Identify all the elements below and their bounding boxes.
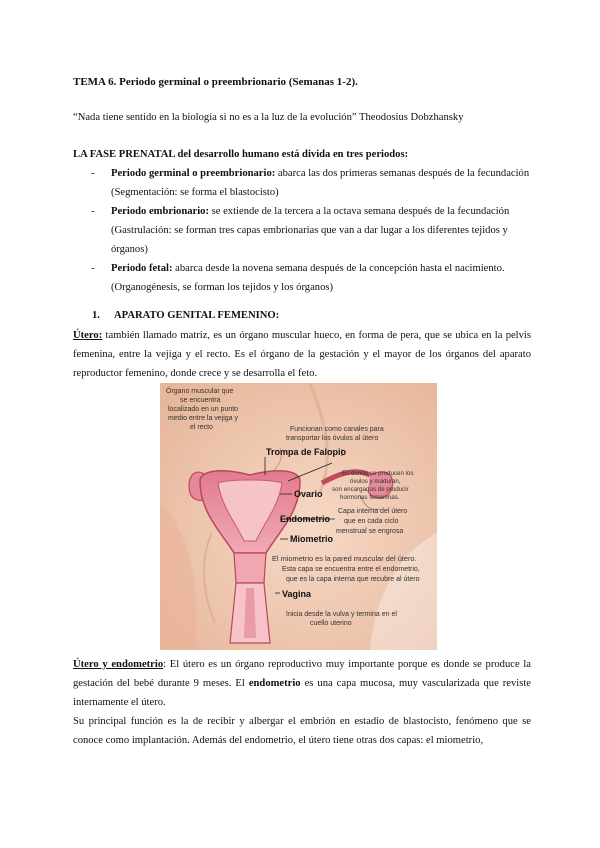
period-term: Periodo fetal:	[111, 263, 173, 274]
label-vagina-desc-1: Inicia desde la vulva y termina en el	[286, 611, 397, 618]
periods-list	[73, 164, 533, 297]
label-ovario-desc-4: hormonas femeninas.	[340, 494, 400, 501]
label-ovario-desc-3: son encargados de producir	[332, 486, 409, 493]
section-heading	[92, 306, 279, 325]
page-title: TEMA 6. Periodo germinal o preembrionario (Semanas 1-2).	[73, 76, 358, 88]
label-trompa: Trompa de Falopio	[266, 447, 347, 457]
label-vagina-desc-2: cuello uterino	[310, 620, 352, 627]
label-organo-3: localizado en un punto	[168, 406, 239, 413]
uterus-anatomy-figure	[160, 383, 437, 650]
cervix	[234, 553, 266, 583]
label-ovario-desc-2: óvulos y maduran,	[350, 478, 401, 485]
utero-text: también llamado matriz, es un órgano muscular hueco, en forma de pera, que se ubica en la pelvis femenina, entre la vejiga y el recto. Es el órgano de la gestación y el mayor de los órganos del aparato reproductor femenino, donde crece y se desarrolla el feto.	[73, 330, 531, 379]
endo-text-b: es una capa mucosa, muy vascularizada que reviste internamente el útero.	[73, 678, 531, 708]
endo-text-a: : El útero es un órgano reproductivo muy importante porque es donde se produce la gestación del bebé durante 9 meses. El	[73, 659, 531, 689]
label-organo-2: se encuentra	[180, 397, 221, 404]
endo-term: Útero y endometrio	[73, 659, 164, 670]
label-mio-desc-2: Esta capa se encuentra entre el endometrio,	[282, 566, 420, 573]
label-endometrio: Endometrio	[280, 514, 331, 524]
label-organo-4: medio entre la vejiga y	[168, 415, 239, 422]
list-item	[73, 202, 533, 259]
list-item	[73, 259, 533, 297]
period-text: se extiende de la tercera a la octava semana después de la fecundación (Gastrulación: se forman tres capas embrionarias que van a dar lugar a los diferentes tejidos y órganos)	[111, 206, 510, 255]
label-endo-desc-1: Capa interna del útero	[338, 508, 408, 515]
label-ovario: Ovario	[294, 489, 323, 499]
prenatal-heading: LA FASE PRENATAL del desarrollo humano está divida en tres periodos:	[73, 149, 409, 160]
label-mio-desc-1: El miometrio es la pared muscular del útero.	[272, 554, 417, 563]
label-mio-desc-3: que es la capa interna que recubre al útero	[286, 576, 420, 583]
period-term: Periodo germinal o preembrionario:	[111, 168, 276, 179]
prenatal-section	[73, 145, 533, 297]
label-organo-1: Órgano muscular que	[166, 388, 234, 395]
quote: “Nada tiene sentido en la biología si no es a la luz de la evolución” Theodosius Dobzhansky	[73, 112, 464, 123]
period-text: abarca las dos primeras semanas después de la fecundación (Segmentación: se forma el blastocisto)	[111, 168, 530, 198]
label-endo-desc-3: menstrual se engrosa	[336, 528, 404, 535]
utero-term: Útero:	[73, 330, 103, 341]
label-funcionan-1: Funcionan como canales para	[290, 426, 384, 433]
label-endo-desc-2: que en cada ciclo	[344, 518, 399, 525]
period-text: abarca desde la novena semana después de la concepción hasta el nacimiento. (Organogénesis, se forman los tejidos y los órganos)	[111, 263, 505, 293]
label-funcionan-2: transportar los óvulos al útero	[286, 435, 379, 442]
period-term: Periodo embrionario:	[111, 206, 209, 217]
section-number: 1.	[92, 310, 100, 321]
label-miometrio: Miometrio	[290, 534, 334, 544]
function-paragraph: Su principal función es la de recibir y albergar el embrión en estadio de blastocisto, fenómeno que se conoce como implantación. Además del endometrio, el útero tiene otras dos capas: el miometrio,	[73, 716, 531, 746]
label-organo-5: el recto	[190, 424, 213, 431]
label-ovario-desc-1: Es donde se producen los	[342, 470, 414, 477]
section-title: APARATO GENITAL FEMENINO:	[114, 310, 280, 321]
endo-term-2: endometrio	[248, 678, 301, 689]
list-item	[73, 164, 533, 202]
label-vagina: Vagina	[282, 589, 312, 599]
endometrio-paragraph	[73, 655, 531, 712]
utero-paragraph	[73, 326, 531, 383]
